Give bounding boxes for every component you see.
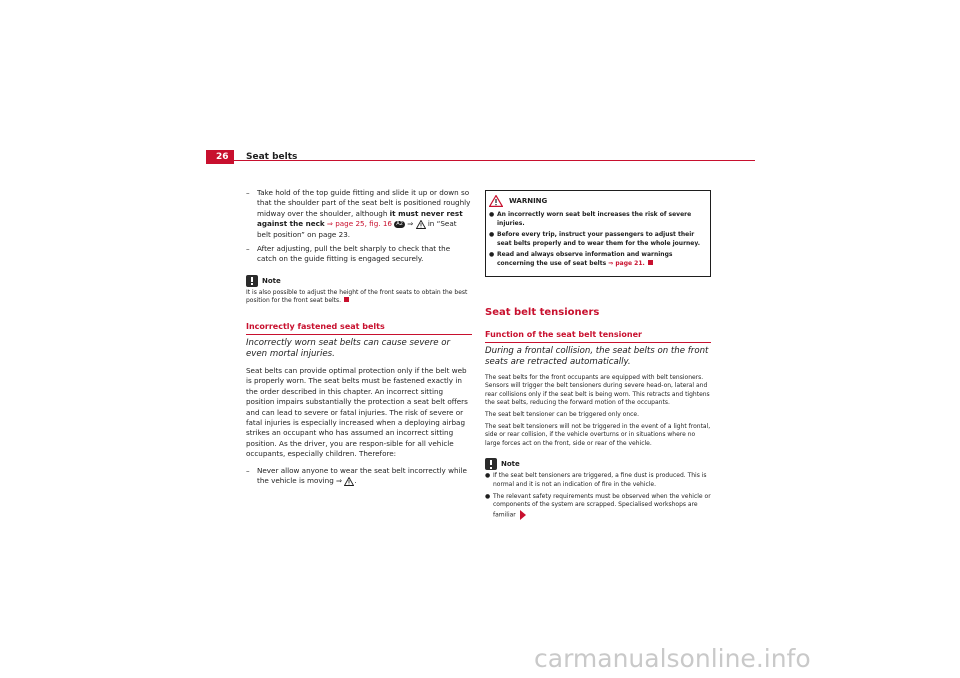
page-reference-link[interactable]: ⇒ page 21.	[608, 259, 645, 267]
dash-marker: –	[246, 188, 250, 197]
bullet: ●	[489, 211, 495, 218]
note-item	[485, 493, 711, 520]
warning-text: Before every trip, instruct your passengers to adjust their seat belts properly and to wear them for the whole journey.	[497, 231, 701, 247]
left-column	[246, 188, 472, 491]
note-label: Note	[501, 460, 520, 469]
instruction-text: Never allow anyone to wear the seat belt incorrectly while the vehicle is moving	[257, 465, 467, 486]
instruction-text: After adjusting, pull the belt sharply to check that the catch on the guide fitting is engaged securely.	[257, 244, 451, 264]
body-paragraph: The seat belts for the front occupants are equipped with belt tensioners. Sensors will trigger the belt tensioners during severe head-on, lateral and rear collisions only if the seat belt is being worn. This retracts and tightens the seat belts, reducing the forward motion of the occupants.	[485, 373, 710, 407]
section-intro: During a frontal collision, the seat belts on the front seats are retracted automatically.	[485, 345, 709, 367]
reference-arrow: ⇒	[407, 219, 414, 229]
note-item	[485, 472, 711, 489]
page-reference-link[interactable]: ⇒ page 25, fig. 16	[326, 219, 392, 229]
chapter-heading: Seat belt tensioners	[485, 306, 600, 318]
page-header	[206, 150, 755, 164]
warning-triangle-icon	[489, 195, 503, 207]
body-paragraph: The seat belt tensioner can be triggered only once.	[485, 410, 640, 418]
warning-header	[489, 195, 706, 207]
bullet: ●	[485, 492, 491, 500]
instruction-text: Take hold of the top guide fitting and slide it up or down so that the shoulder part of the seat belt is positioned roughly midway over the shoulder, although	[257, 188, 471, 218]
bullet: ●	[489, 251, 495, 259]
section-intro: Incorrectly worn seat belts can cause severe or even mortal injuries.	[246, 338, 451, 360]
page-number: 26	[206, 150, 234, 164]
bullet: ●	[485, 472, 491, 480]
section-heading: Incorrectly fastened seat belts	[246, 322, 472, 335]
warning-item	[489, 231, 706, 248]
instruction-item	[246, 188, 472, 240]
note-body: It is also possible to adjust the height of the front seats to obtain the best position for the front seat belts.	[246, 288, 468, 305]
bullet: ●	[489, 231, 495, 239]
instruction-item	[246, 466, 472, 487]
instruction-item	[246, 244, 472, 265]
end-of-section-marker	[344, 297, 349, 302]
note-header	[246, 275, 472, 287]
section-title: Seat belts	[246, 152, 298, 162]
note-text	[246, 289, 472, 306]
warning-text: An incorrectly worn seat belt increases the risk of severe injuries.	[497, 211, 692, 227]
instruction-tail: in “Seat belt position” on page 23.	[257, 219, 457, 239]
continued-arrow-icon	[520, 510, 526, 520]
dash-marker: –	[246, 465, 250, 475]
body-paragraph: The seat belt tensioners will not be triggered in the event of a light frontal, side or rear collision, if the vehicle overturns or in situations where no large forces act on the front, side or rear of the vehicle.	[485, 422, 711, 447]
section-heading: Function of the seat belt tensioner	[485, 330, 711, 343]
watermark: carmanualsonline.info	[534, 644, 811, 673]
note-text: The relevant safety requirements must be observed when the vehicle or components of the system are scrapped. Specialised workshops are familiar	[493, 492, 711, 519]
instruction-bold: it must never rest against the neck	[257, 208, 463, 229]
warning-triangle-icon	[416, 220, 426, 229]
reference-arrow: ⇒	[336, 476, 343, 486]
note-header	[485, 458, 711, 470]
instruction-tail: .	[354, 476, 357, 486]
warning-label: WARNING	[509, 197, 548, 205]
warning-box	[485, 190, 711, 277]
warning-triangle-icon	[344, 476, 357, 486]
right-column	[485, 190, 711, 523]
note-text: If the seat belt tensioners are triggered, a fine dust is produced. This is normal and it is not an indication of fire in the vehicle.	[493, 472, 707, 488]
warning-item	[489, 211, 706, 228]
info-note-icon	[485, 458, 497, 470]
figure-callout-badge: A2	[396, 220, 403, 227]
note-label: Note	[262, 276, 281, 285]
warning-text: Read and always observe information and warnings concerning the use of seat belts	[497, 251, 673, 267]
warning-item	[489, 251, 706, 268]
end-of-section-marker	[648, 260, 653, 265]
dash-marker: –	[246, 244, 250, 254]
info-note-icon	[246, 275, 258, 287]
body-paragraph: Seat belts can provide optimal protection only if the belt web is properly worn. The seat belts must be fastened exactly in the order described in this chapter. An incorrect sitting position impairs substantially the protection a seat belt offers and can lead to severe or fatal injuries. The risk of severe or fatal injuries is especially increased when a deploying airbag strikes an occupant who has assumed an incorrect sitting position. As the driver, you are respon-sible for all vehicle occupants, especially children. Therefore:	[246, 366, 468, 459]
